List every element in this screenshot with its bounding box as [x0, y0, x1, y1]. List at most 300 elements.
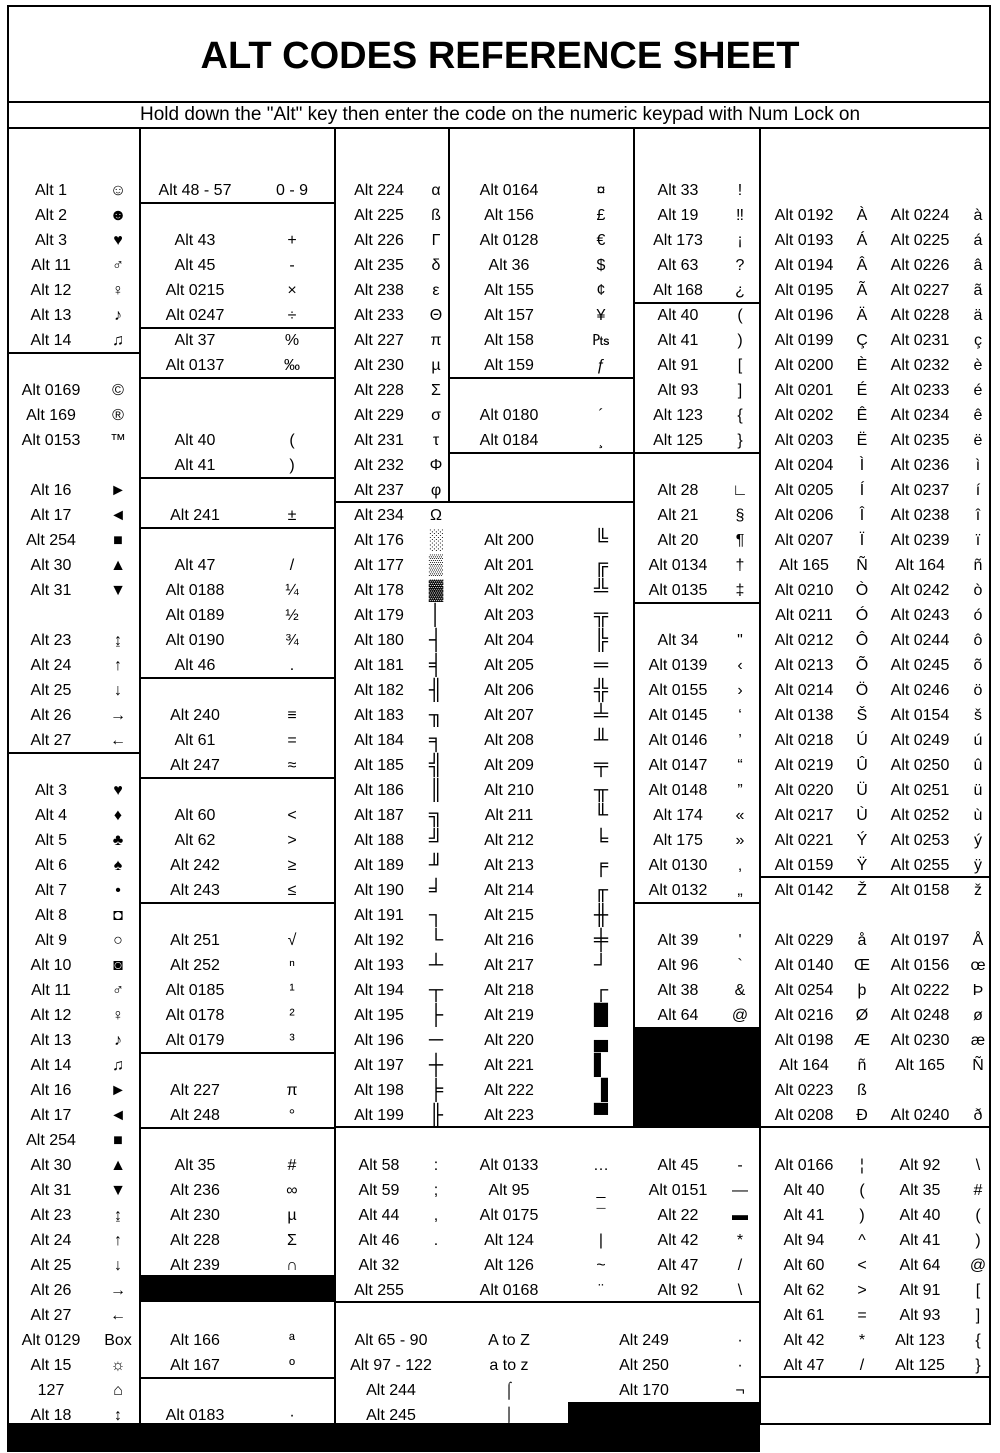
symbol-glyph: ○ — [113, 932, 123, 949]
symbol-glyph: ë — [973, 432, 983, 449]
alt-code: Alt 237 — [354, 482, 404, 499]
symbol-glyph: ↑ — [114, 657, 122, 674]
symbol-glyph: ] — [975, 1307, 981, 1324]
alt-code: Alt 185 — [354, 757, 404, 774]
filler-block — [634, 1027, 760, 1127]
symbol-glyph: ☻ — [109, 207, 127, 224]
alt-code: Alt 0151 — [648, 1182, 708, 1199]
alt-code: Alt 190 — [354, 882, 404, 899]
alt-code: Alt 228 — [354, 382, 404, 399]
alt-code: Alt 198 — [354, 1082, 404, 1099]
alt-code: Alt 46 — [358, 1232, 400, 1249]
alt-code: Alt 6 — [34, 857, 67, 874]
alt-code: Alt 0158 — [890, 882, 950, 899]
symbol-glyph: Ù — [856, 807, 868, 824]
symbol-glyph: ← — [110, 732, 126, 749]
alt-code: Alt 5 — [34, 832, 67, 849]
alt-code: Alt 11 — [31, 982, 71, 999]
symbol-glyph: ² — [289, 1007, 295, 1024]
alt-code: Alt 126 — [484, 1257, 534, 1274]
symbol-glyph: ↕ — [114, 1407, 122, 1424]
symbol-glyph: ╣ — [428, 754, 444, 776]
alt-code: Alt 58 — [358, 1157, 400, 1174]
alt-code: Alt 164 — [895, 557, 945, 574]
symbol-glyph: ┼ — [428, 1054, 444, 1076]
alt-code: Alt 236 — [170, 1182, 220, 1199]
alt-code: Alt 20 — [657, 532, 699, 549]
alt-code: Alt 37 — [174, 332, 216, 349]
alt-code: Alt 0240 — [890, 1107, 950, 1124]
symbol-glyph: ‹ — [737, 657, 743, 674]
rule-line — [449, 452, 634, 454]
symbol-glyph: δ — [431, 257, 441, 274]
alt-code: Alt 0178 — [165, 1007, 225, 1024]
alt-code: Alt 3 — [34, 232, 67, 249]
symbol-glyph: ó — [973, 607, 983, 624]
symbol-glyph: ‰ — [284, 357, 300, 374]
symbol-glyph: " — [737, 632, 743, 649]
symbol-glyph: [ — [737, 357, 743, 374]
alt-code: Alt 10 — [30, 957, 72, 974]
symbol-glyph: a to z — [489, 1357, 529, 1374]
section-title-pers — [140, 303, 335, 328]
alt-code: Alt 219 — [484, 1007, 534, 1024]
alt-code: Alt 0243 — [890, 607, 950, 624]
alt-code: Alt 242 — [170, 857, 220, 874]
symbol-glyph: Ð — [856, 1107, 868, 1124]
symbol-glyph: ◙ — [113, 957, 123, 974]
symbol-glyph: Box — [104, 1332, 132, 1349]
alt-code: Alt 0128 — [479, 232, 539, 249]
alt-code: Alt 204 — [484, 632, 534, 649]
symbol-glyph: ■ — [113, 532, 123, 549]
alt-code: Alt 205 — [484, 657, 534, 674]
section-title-general-maths — [140, 1128, 335, 1153]
alt-code: Alt 167 — [170, 1357, 220, 1374]
symbol-glyph: ↨ — [114, 1207, 122, 1224]
alt-code: Alt 225 — [354, 207, 404, 224]
section-title-quotes — [634, 603, 760, 628]
alt-code: Alt 21 — [657, 507, 699, 524]
symbol-glyph: ╥ — [593, 779, 609, 801]
symbol-glyph: └ — [428, 929, 444, 951]
symbol-glyph: ╟ — [428, 1104, 444, 1126]
symbol-glyph: ≡ — [287, 707, 297, 724]
symbol-glyph: : — [433, 1157, 439, 1174]
alt-code: 127 — [37, 1382, 65, 1399]
symbol-glyph: ╙ — [593, 804, 609, 826]
symbol-glyph: ¦ — [859, 1157, 865, 1174]
section-title-general-punctuation — [335, 1128, 760, 1153]
alt-code: Alt 0214 — [774, 682, 834, 699]
alt-code: Alt 32 — [358, 1257, 400, 1274]
symbol-glyph: ≥ — [287, 857, 297, 874]
section-title-extra-letters — [760, 878, 991, 903]
symbol-glyph: ↨ — [114, 632, 122, 649]
symbol-glyph: √ — [287, 932, 297, 949]
symbol-glyph: ╪ — [593, 929, 609, 951]
alt-code: Alt 199 — [354, 1107, 404, 1124]
symbol-glyph: À — [856, 207, 868, 224]
alt-code: Alt 174 — [653, 807, 703, 824]
symbol-glyph: ( — [289, 432, 295, 449]
alt-code: Alt 0129 — [21, 1332, 81, 1349]
alt-code: Alt 194 — [354, 982, 404, 999]
alt-code: Alt 0142 — [774, 882, 834, 899]
symbol-glyph: ╧ — [593, 704, 609, 726]
alt-code: Alt 7 — [34, 882, 67, 899]
symbol-glyph: ╒ — [593, 854, 609, 876]
section-title-editing — [634, 453, 760, 478]
alt-code: Alt 41 — [783, 1207, 825, 1224]
symbol-glyph: µ — [287, 1207, 297, 1224]
symbol-glyph: Σ — [287, 1232, 297, 1249]
alt-code: Alt 159 — [484, 357, 534, 374]
symbol-glyph: ” — [737, 782, 743, 799]
symbol-glyph: π — [430, 332, 442, 349]
symbol-glyph: ▲ — [110, 1157, 126, 1174]
symbol-glyph: . — [433, 1232, 439, 1249]
symbol-glyph: τ — [432, 432, 440, 449]
symbol-glyph: / — [289, 557, 295, 574]
alt-code: Alt 23 — [30, 632, 72, 649]
alt-code: Alt 235 — [354, 257, 404, 274]
symbol-glyph: ☺ — [109, 182, 127, 199]
symbol-glyph: ¡ — [737, 232, 743, 249]
alt-code: Alt 0248 — [890, 1007, 950, 1024]
symbol-glyph: Å — [972, 932, 984, 949]
alt-code: Alt 15 — [30, 1357, 72, 1374]
page-title: ALT CODES REFERENCE SHEET — [200, 35, 800, 77]
alt-code: Alt 12 — [30, 1007, 72, 1024]
symbol-glyph: · — [737, 1332, 743, 1349]
section-title-coding — [760, 1128, 991, 1153]
symbol-glyph: · — [737, 1357, 743, 1374]
accent-subheading — [760, 178, 878, 203]
alt-code: Alt 0220 — [774, 782, 834, 799]
alt-code: Alt 60 — [783, 1257, 825, 1274]
section-title-filled-arrows — [9, 453, 140, 478]
section-title-miscellaneous — [335, 1303, 760, 1328]
alt-code: Alt 44 — [358, 1207, 400, 1224]
alt-code: Alt 165 — [895, 1057, 945, 1074]
alt-code: Alt 48 - 57 — [158, 182, 232, 199]
symbol-glyph: — — [732, 1182, 748, 1199]
section-title-greek — [335, 153, 449, 178]
symbol-glyph: → — [110, 707, 126, 724]
symbol-glyph: ║ — [428, 779, 444, 801]
symbol-glyph: Ÿ — [856, 857, 868, 874]
alt-code: Alt 63 — [657, 257, 699, 274]
symbol-glyph: @ — [969, 1257, 987, 1274]
accent-subheading — [874, 178, 992, 203]
symbol-glyph: ä — [973, 307, 983, 324]
symbol-glyph: Õ — [855, 657, 869, 674]
symbol-glyph: $ — [596, 257, 606, 274]
symbol-glyph: α — [431, 182, 441, 199]
alt-code: Alt 0219 — [774, 757, 834, 774]
symbol-glyph: ╞ — [428, 1079, 444, 1101]
alt-code: Alt 217 — [484, 957, 534, 974]
alt-code: Alt 0250 — [890, 757, 950, 774]
alt-code: Alt 251 — [170, 932, 220, 949]
symbol-glyph: = — [857, 1307, 867, 1324]
symbol-glyph: þ — [857, 982, 867, 999]
alt-code: Alt 13 — [30, 1032, 72, 1049]
symbol-glyph: ⁿ — [289, 957, 295, 974]
symbol-glyph: ♫ — [112, 1057, 124, 1074]
alt-code: Alt 252 — [170, 957, 220, 974]
symbol-glyph: ≈ — [287, 757, 297, 774]
alt-code: Alt 60 — [174, 807, 216, 824]
alt-code: Alt 0247 — [165, 307, 225, 324]
alt-code: Alt 1 — [34, 182, 67, 199]
symbol-glyph: è — [973, 357, 983, 374]
alt-code: Alt 176 — [354, 532, 404, 549]
symbol-glyph: † — [735, 557, 745, 574]
symbol-glyph: ‚ — [738, 857, 742, 874]
alt-code: Alt 181 — [354, 657, 404, 674]
alt-code: Alt 28 — [657, 482, 699, 499]
symbol-glyph: ☼ — [110, 1357, 126, 1374]
symbol-glyph: Ñ — [856, 557, 868, 574]
symbol-glyph: ◄ — [110, 507, 126, 524]
alt-code: Alt 40 — [657, 307, 699, 324]
alt-code: Alt 0228 — [890, 307, 950, 324]
symbol-glyph: ╫ — [593, 904, 609, 926]
symbol-glyph: ƒ — [596, 357, 606, 374]
symbol-glyph: Û — [856, 757, 868, 774]
symbol-glyph: ï — [975, 532, 981, 549]
alt-code: Alt 27 — [30, 732, 72, 749]
filler-block — [7, 1425, 760, 1452]
symbol-glyph: ◘ — [113, 907, 123, 924]
alt-code: Alt 239 — [170, 1257, 220, 1274]
section-title-currency — [449, 153, 634, 178]
symbol-glyph: … — [593, 1157, 609, 1174]
symbol-glyph: { — [737, 407, 743, 424]
symbol-glyph: * — [736, 1232, 744, 1249]
symbol-glyph: ╜ — [428, 854, 444, 876]
symbol-glyph: / — [859, 1357, 865, 1374]
symbol-glyph: ▲ — [110, 557, 126, 574]
symbol-glyph: ¶ — [735, 532, 745, 549]
alt-code: Alt 62 — [174, 832, 216, 849]
alt-code: Alt 0249 — [890, 732, 950, 749]
symbol-glyph: ╠ — [593, 629, 609, 651]
alt-code: Alt 0202 — [774, 407, 834, 424]
symbol-glyph: ░ — [428, 529, 444, 551]
symbol-glyph: } — [975, 1357, 981, 1374]
symbol-glyph: ⌂ — [113, 1382, 123, 1399]
symbol-glyph: . — [289, 657, 295, 674]
symbol-glyph: É — [856, 382, 868, 399]
section-title-powers — [140, 903, 335, 928]
alt-code: Alt 202 — [484, 582, 534, 599]
alt-code: Alt 224 — [354, 182, 404, 199]
symbol-glyph: î — [975, 507, 981, 524]
symbol-glyph: ╛ — [428, 879, 444, 901]
symbol-glyph: ╔ — [593, 554, 609, 576]
alt-code: Alt 0226 — [890, 257, 950, 274]
alt-code: Alt 59 — [358, 1182, 400, 1199]
alt-code: Alt 0194 — [774, 257, 834, 274]
symbol-glyph: Ä — [856, 307, 868, 324]
alt-code: Alt 24 — [30, 657, 72, 674]
alt-code: Alt 0135 — [648, 582, 708, 599]
symbol-glyph: õ — [973, 657, 983, 674]
alt-code: Alt 0204 — [774, 457, 834, 474]
alt-code: Alt 0140 — [774, 957, 834, 974]
symbol-glyph: Â — [856, 257, 868, 274]
symbol-glyph: , — [433, 1207, 439, 1224]
alt-code: Alt 0253 — [890, 832, 950, 849]
alt-code: Alt 0164 — [479, 182, 539, 199]
section-title-brackets — [634, 278, 760, 303]
alt-code: Alt 0225 — [890, 232, 950, 249]
alt-code: Alt 0189 — [165, 607, 225, 624]
symbol-glyph: ∞ — [286, 1182, 298, 1199]
alt-code: Alt 61 — [174, 732, 216, 749]
symbol-glyph: ▐ — [593, 1079, 609, 1101]
symbol-glyph: ¯ — [596, 1207, 606, 1224]
alt-code: Alt 182 — [354, 682, 404, 699]
alt-code: Alt 0155 — [648, 682, 708, 699]
alt-code: Alt 34 — [657, 632, 699, 649]
alt-code: Alt 0199 — [774, 332, 834, 349]
symbol-glyph: ± — [287, 507, 297, 524]
alt-code: Alt 17 — [30, 507, 72, 524]
symbol-glyph: σ — [431, 407, 441, 424]
symbol-glyph: æ — [970, 1032, 986, 1049]
alt-code: Alt 254 — [26, 532, 76, 549]
alt-code: Alt 18 — [30, 1407, 72, 1424]
symbol-glyph: ’ — [738, 732, 742, 749]
alt-code: Alt 201 — [484, 557, 534, 574]
section-title-inequality — [140, 778, 335, 803]
symbol-glyph: ü — [973, 782, 983, 799]
symbol-glyph: ▄ — [593, 1029, 609, 1051]
alt-code: Alt 0133 — [479, 1157, 539, 1174]
alt-code: Alt 123 — [653, 407, 703, 424]
symbol-glyph: & — [734, 982, 746, 999]
symbol-glyph: Ú — [856, 732, 868, 749]
alt-code: Alt 0254 — [774, 982, 834, 999]
alt-code: Alt 0207 — [774, 532, 834, 549]
alt-code: Alt 3 — [34, 782, 67, 799]
alt-code: Alt 212 — [484, 832, 534, 849]
symbol-glyph: ( — [737, 307, 743, 324]
symbol-glyph: ò — [973, 582, 983, 599]
alt-code: Alt 168 — [653, 282, 703, 299]
symbol-glyph: + — [287, 232, 297, 249]
alt-code: Alt 0231 — [890, 332, 950, 349]
symbol-glyph: ▓ — [428, 579, 444, 601]
rule-line — [9, 127, 991, 129]
symbol-glyph: ¨ — [598, 1282, 604, 1299]
symbol-glyph: ø — [973, 1007, 983, 1024]
symbol-glyph: [ — [975, 1282, 981, 1299]
alt-code: Alt 31 — [30, 1182, 72, 1199]
alt-code: Alt 30 — [30, 1157, 72, 1174]
symbol-glyph: È — [856, 357, 868, 374]
alt-code: Alt 0205 — [774, 482, 834, 499]
alt-code: Alt 0179 — [165, 1032, 225, 1049]
symbol-glyph: ╦ — [593, 604, 609, 626]
symbol-glyph: ε — [432, 282, 440, 299]
symbol-glyph: ┐ — [428, 904, 444, 926]
symbol-glyph: µ — [431, 357, 441, 374]
section-title-fractions — [140, 528, 335, 553]
alt-code: Alt 0156 — [890, 957, 950, 974]
symbol-glyph: ═ — [593, 654, 609, 676]
symbol-glyph: ─ — [428, 1029, 444, 1051]
alt-code: Alt 220 — [484, 1032, 534, 1049]
alt-code: Alt 91 — [657, 357, 699, 374]
symbol-glyph: ♣ — [112, 832, 124, 849]
alt-code: Alt 0245 — [890, 657, 950, 674]
alt-code: Alt 19 — [657, 207, 699, 224]
alt-code: Alt 42 — [657, 1232, 699, 1249]
symbol-glyph: ð — [973, 1107, 983, 1124]
symbol-glyph: ▌ — [593, 1054, 609, 1076]
alt-code: Alt 230 — [170, 1207, 220, 1224]
symbol-glyph: ⌠ — [504, 1382, 514, 1399]
alt-code: Alt 0206 — [774, 507, 834, 524]
alt-code: Alt 0211 — [775, 607, 833, 624]
alt-code: Alt 0208 — [774, 1107, 834, 1124]
alt-code: Alt 0132 — [648, 882, 708, 899]
symbol-glyph: ? — [735, 257, 745, 274]
symbol-glyph: ← — [110, 1307, 126, 1324]
symbol-glyph: ( — [975, 1207, 981, 1224]
symbol-glyph: ú — [973, 732, 983, 749]
alt-code: Alt 178 — [354, 582, 404, 599]
alt-code: Alt 0255 — [890, 857, 950, 874]
alt-code: Alt 92 — [899, 1157, 941, 1174]
alt-code: Alt 0146 — [648, 732, 708, 749]
symbol-glyph: ∩ — [286, 1257, 298, 1274]
alt-code: Alt 0145 — [648, 707, 708, 724]
alt-code: Alt 16 — [30, 1082, 72, 1099]
symbol-glyph: ÿ — [974, 857, 982, 874]
symbol-glyph: ╚ — [593, 529, 609, 551]
symbol-glyph: Ò — [855, 582, 869, 599]
alt-code: Alt 0138 — [774, 707, 834, 724]
alt-code: Alt 180 — [354, 632, 404, 649]
alt-code: Alt 47 — [783, 1357, 825, 1374]
symbol-glyph: º — [289, 1357, 295, 1374]
alt-code: Alt 2 — [34, 207, 67, 224]
alt-code: Alt 227 — [170, 1082, 220, 1099]
alt-code: Alt 65 - 90 — [354, 1332, 428, 1349]
alt-code: Alt 249 — [619, 1332, 669, 1349]
symbol-glyph: ¢ — [596, 282, 606, 299]
alt-code: Alt 30 — [30, 557, 72, 574]
alt-code: Alt 38 — [657, 982, 699, 999]
alt-code: Alt 0215 — [165, 282, 225, 299]
alt-code: Alt 0234 — [890, 407, 950, 424]
alt-code: Alt 0230 — [890, 1032, 950, 1049]
symbol-glyph: ) — [289, 457, 295, 474]
symbol-glyph: Γ — [431, 232, 441, 249]
symbol-glyph: * — [858, 1332, 866, 1349]
alt-code: Alt 0153 — [21, 432, 81, 449]
alt-code: Alt 170 — [619, 1382, 669, 1399]
symbol-glyph: ª — [289, 1332, 295, 1349]
alt-code: Alt 12 — [30, 282, 72, 299]
alt-code: Alt 231 — [354, 432, 404, 449]
